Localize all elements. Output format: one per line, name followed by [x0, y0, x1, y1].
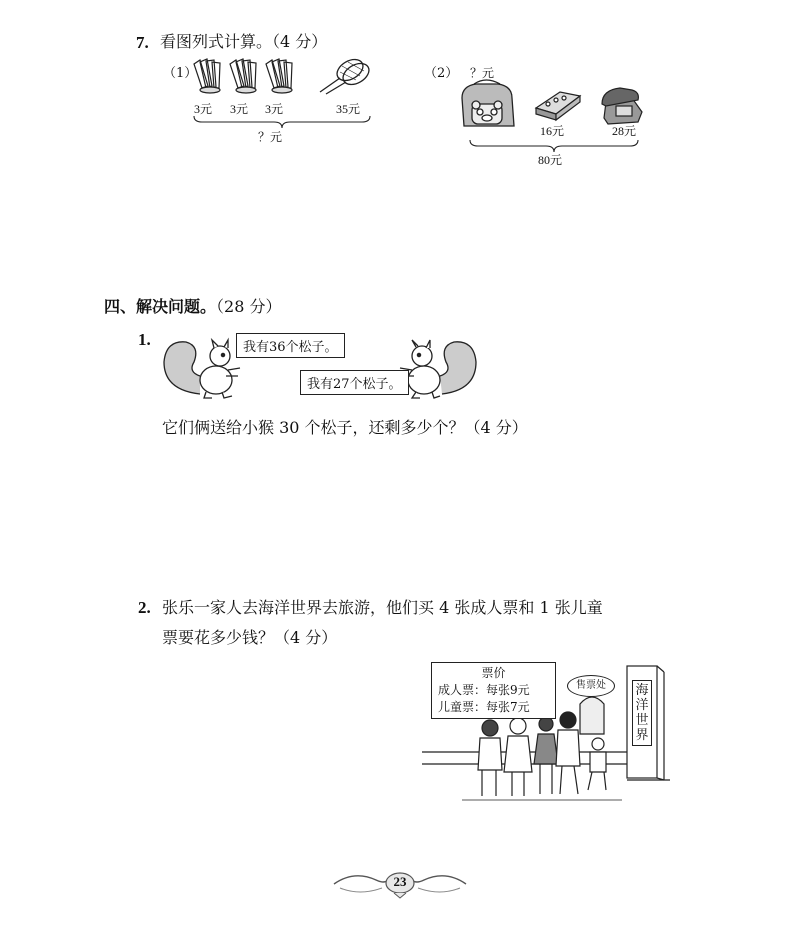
q7-part1-label: （1）	[163, 66, 198, 81]
p2-line-1: 张乐一家人去海洋世界去旅游，他们买 4 张成人票和 1 张儿童	[162, 598, 603, 617]
q7-part1-price-1: 3元	[194, 102, 213, 116]
shuttlecock-icon	[266, 59, 292, 93]
p2-gate-sign: 海洋世界	[632, 680, 652, 746]
p2-sign-child: 儿童票：每张7元	[438, 700, 530, 714]
q7-title: 看图列式计算。（4 分）	[160, 32, 328, 51]
p1-number: 1.	[138, 330, 151, 349]
p2-sign-adult: 成人票：每张9元	[438, 683, 530, 697]
p2-line-2: 票要花多少钱？（4 分）	[162, 628, 338, 647]
backpack-icon	[462, 80, 514, 126]
shuttlecock-icon	[230, 59, 256, 93]
p2-price-sign	[431, 662, 556, 719]
section4-heading: 四、解决问题。	[104, 297, 217, 316]
p1-bubble-left: 我有36个松子。	[236, 333, 345, 358]
pencil-box-icon	[536, 92, 580, 120]
p1-question: 它们俩送给小猴 30 个松子，还剩多少个？（4 分）	[162, 418, 528, 437]
squirrel-icon	[400, 340, 476, 398]
q7-number: 7.	[136, 33, 149, 52]
q7-part2-price-1: 16元	[540, 124, 565, 138]
p1-bubble-right: 我有27个松子。	[300, 370, 409, 395]
racket-icon	[320, 56, 373, 94]
q7-part1-price-3: 3元	[265, 102, 284, 116]
q7-part1-price-4: 35元	[336, 102, 361, 116]
p2-sign-title: 票价	[481, 666, 506, 680]
section4-points: （28 分）	[216, 297, 282, 316]
page-number: 23	[393, 874, 407, 889]
p2-number: 2.	[138, 598, 151, 617]
q7-part1-price-2: 3元	[230, 102, 249, 116]
squirrel-icon	[164, 340, 240, 398]
q7-part1-total: ？元	[258, 130, 283, 144]
q7-part2-price-2: 28元	[612, 124, 637, 138]
section4-title	[104, 296, 281, 318]
q7-part2-unknown: ？元	[470, 66, 495, 80]
q7-part2-total: 80元	[538, 153, 563, 167]
q7-part2-label: （2）	[424, 66, 459, 81]
telephone-icon	[602, 88, 642, 124]
shuttlecock-icon	[194, 59, 220, 93]
p2-booth-sign: 售票处	[567, 675, 615, 697]
